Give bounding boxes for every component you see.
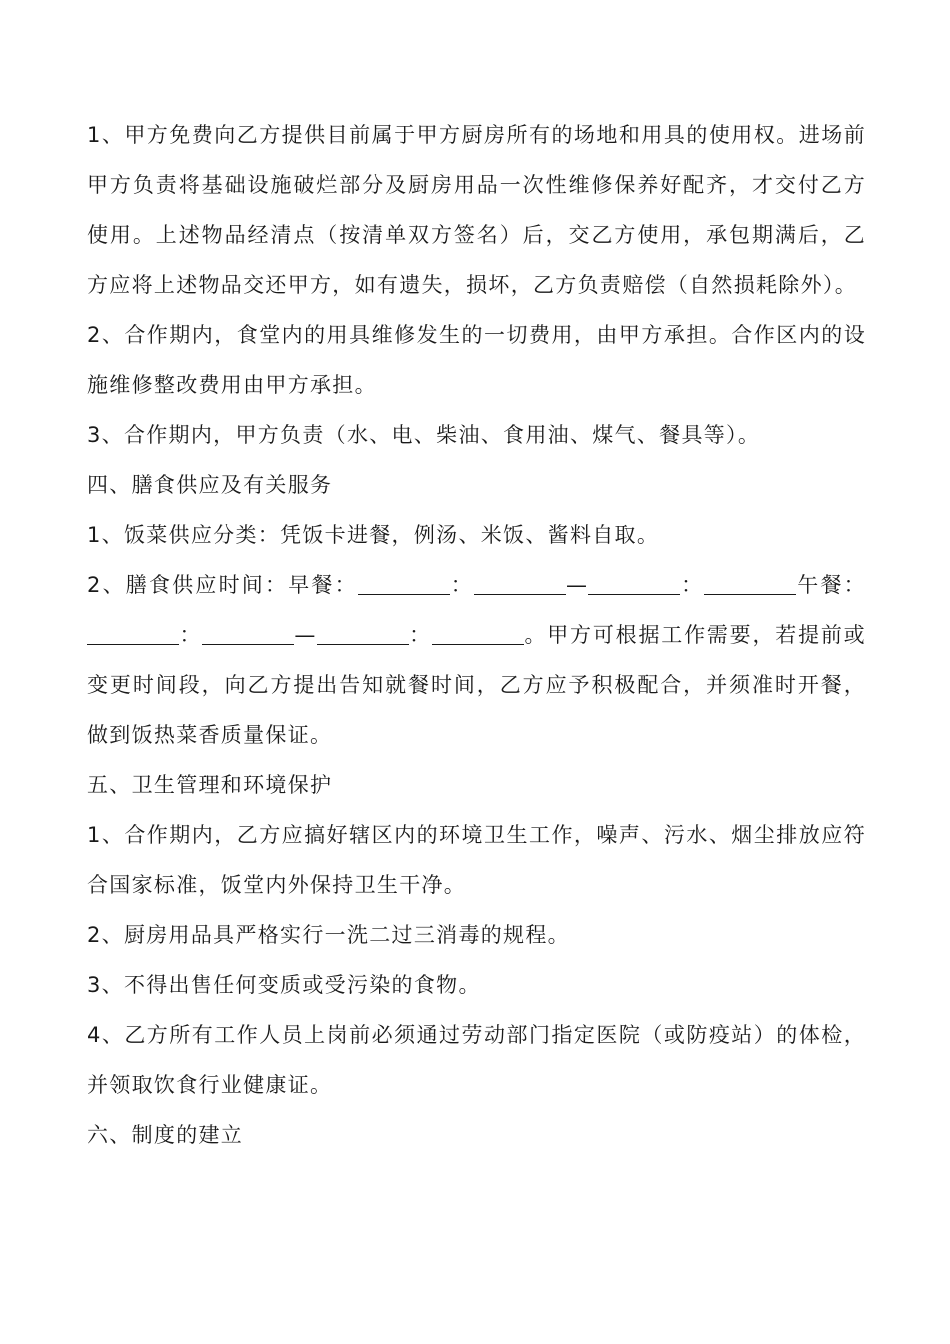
paragraph-environment-hygiene: 1、合作期内，乙方应搞好辖区内的环境卫生工作，噪声、污水、烟尘排放应符合国家标准，饭堂内外保持卫生干净。 <box>87 823 866 897</box>
blank-breakfast-end-hour <box>588 574 680 595</box>
schedule-colon: ： <box>680 573 705 597</box>
schedule-dash: — <box>565 573 589 597</box>
blank-breakfast-start-minute <box>474 574 566 595</box>
section-heading-meal-supply: 四、膳食供应及有关服务 <box>87 473 333 497</box>
paragraph-meal-categories: 1、饭菜供应分类：凭饭卡进餐，例汤、米饭、酱料自取。 <box>87 523 660 547</box>
schedule-dash: — <box>294 623 317 647</box>
schedule-suffix: 。甲方可根据工作需要，若提前或变更时间段，向乙方提出告知就餐时间，乙方应予积极配合，并须准时开餐，做到饭热菜香质量保证。 <box>87 623 866 747</box>
schedule-lunch-label: 午餐： <box>796 573 866 597</box>
schedule-prefix: 2、膳食供应时间：早餐： <box>87 573 358 597</box>
blank-breakfast-start-hour <box>358 574 450 595</box>
section-heading-hygiene: 五、卫生管理和环境保护 <box>87 773 333 797</box>
paragraph-kitchen-equipment: 1、甲方免费向乙方提供目前属于甲方厨房所有的场地和用具的使用权。进场前甲方负责将基础设施破烂部分及厨房用品一次性维修保养好配齐，才交付乙方使用。上述物品经清点（按清单双方签名）后，交乙方使用，承包期满后，乙方应将上述物品交还甲方，如有遗失，损坏，乙方负责赔偿（自然损耗除外）。 <box>87 123 866 297</box>
paragraph-meal-schedule <box>87 560 866 760</box>
paragraph-utilities: 3、合作期内，甲方负责（水、电、柴油、食用油、煤气、餐具等）。 <box>87 423 761 447</box>
paragraph-disinfection: 2、厨房用品具严格实行一洗二过三消毒的规程。 <box>87 923 570 947</box>
paragraph-food-safety: 3、不得出售任何变质或受污染的食物。 <box>87 973 481 997</box>
schedule-colon: ： <box>179 623 203 647</box>
schedule-colon: ： <box>408 623 432 647</box>
paragraph-health-check: 4、乙方所有工作人员上岗前必须通过劳动部门指定医院（或防疫站）的体检，并领取饮食行业健康证。 <box>87 1023 866 1097</box>
blank-lunch-start-minute <box>202 624 294 645</box>
blank-lunch-end-minute <box>432 624 524 645</box>
blank-breakfast-end-minute <box>704 574 796 595</box>
section-heading-rules: 六、制度的建立 <box>87 1123 244 1147</box>
blank-lunch-end-hour <box>317 624 409 645</box>
paragraph-maintenance-costs: 2、合作期内，食堂内的用具维修发生的一切费用，由甲方承担。合作区内的设施维修整改费用由甲方承担。 <box>87 323 866 397</box>
blank-lunch-start-hour <box>87 624 179 645</box>
schedule-colon: ： <box>449 573 474 597</box>
